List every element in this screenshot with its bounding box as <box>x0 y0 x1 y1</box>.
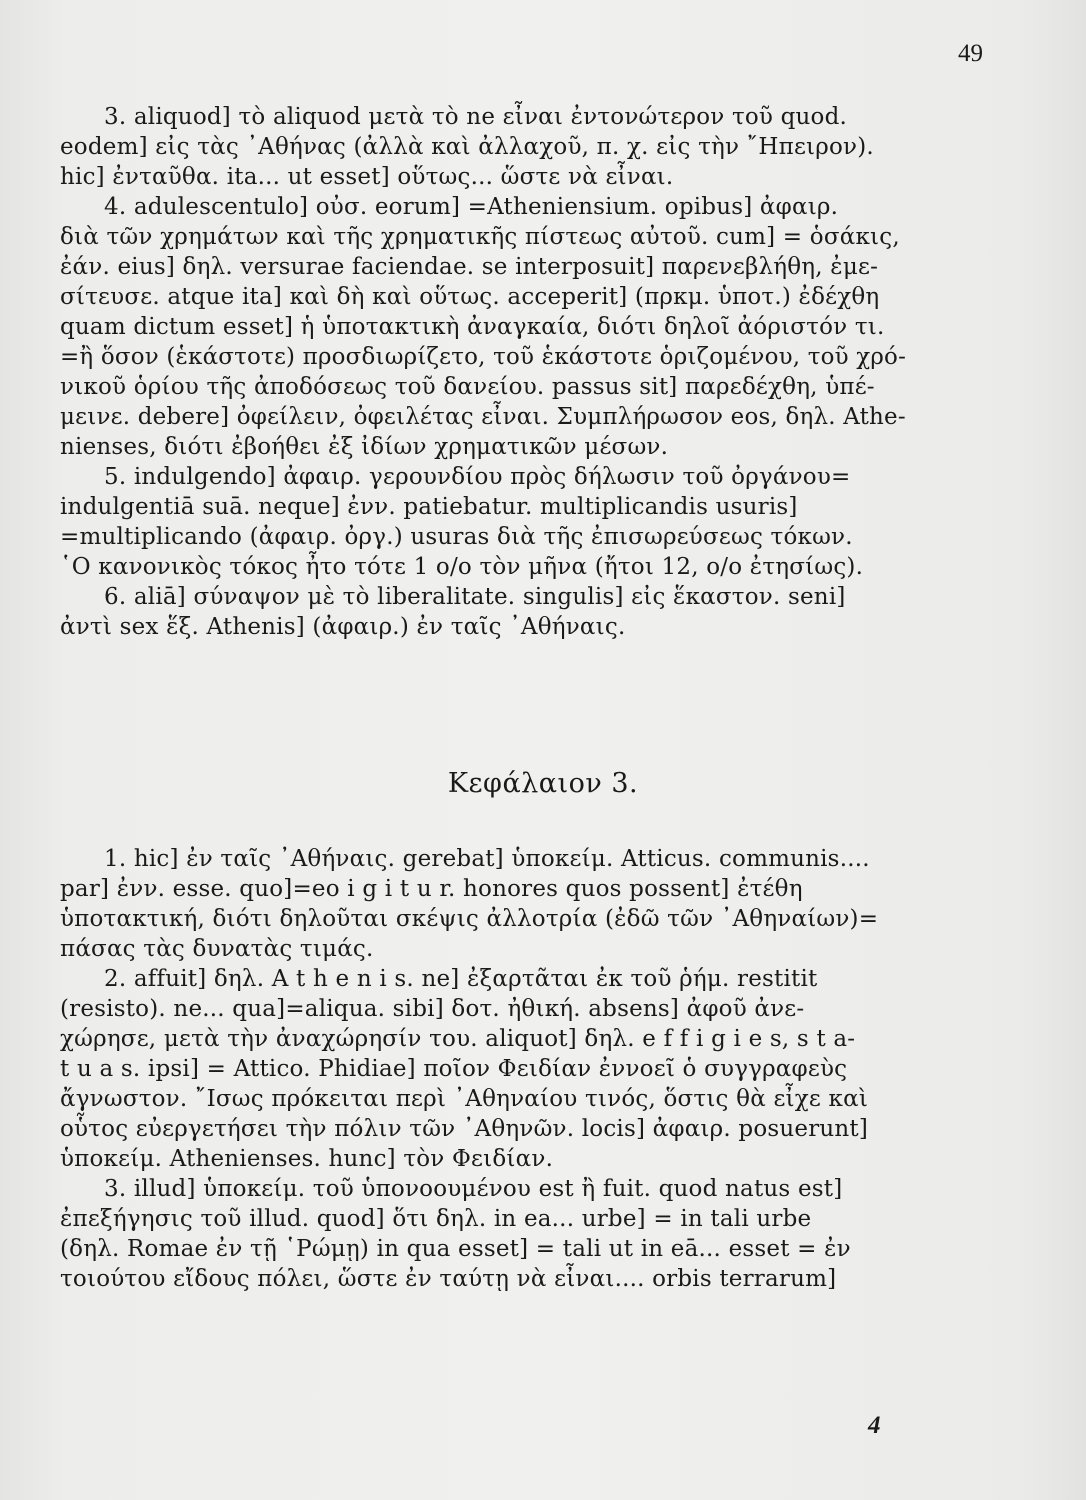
text-line: οὗτος εὐεργετήσει τὴν πόλιν τῶν ᾿Αθηνῶν. locis] ἀφαιρ. posuerunt] <box>60 1116 869 1142</box>
text-line: ἄγνωστον. ῎Ισως πρόκειται περὶ ᾿Αθηναίου τινός, ὅστις θὰ εἶχε καὶ <box>60 1086 869 1112</box>
text-line: σίτευσε. atque ita] καὶ δὴ καὶ οὕτως. acceperit] (πρκμ. ὑποτ.) ἐδέχθη <box>60 284 880 310</box>
note-paragraph-4 <box>60 192 906 462</box>
text-line: ὑποκείμ. Athenienses. hunc] τὸν Φειδίαν. <box>60 1146 554 1172</box>
note-paragraph-3b <box>60 1174 906 1294</box>
commentary-section-2 <box>60 844 906 1294</box>
text-line: 1. hic] ἐν ταῖς ᾿Αθήναις. gerebat] ὑποκείμ. Atticus. communis.... <box>104 846 870 872</box>
text-line: =ἢ ὅσον (ἑκάστοτε) προσδιωρίζετο, τοῦ ἑκάστοτε ὁριζομένου, τοῦ χρό- <box>60 344 907 370</box>
signature-mark: 4 <box>868 1412 881 1439</box>
note-paragraph-6 <box>60 582 906 642</box>
note-paragraph-1 <box>60 844 906 964</box>
text-line: eodem] εἰς τὰς ᾿Αθήνας (ἀλλὰ καὶ ἀλλαχοῦ, π. χ. εἰς τὴν ῎Ηπειρον). <box>60 134 874 160</box>
text-line: quam dictum esset] ἡ ὑποτακτικὴ ἀναγκαία, διότι δηλοῖ ἀόριστόν τι. <box>60 314 885 340</box>
text-line: indulgentiā suā. neque] ἐνν. patiebatur. multiplicandis usuris] <box>60 494 798 520</box>
chapter-heading: Κεφάλαιον 3. <box>447 768 639 799</box>
text-line: par] ἐνν. esse. quo]=eo i g i t u r. honores quos possent] ἐτέθη <box>60 876 803 902</box>
text-line: νικοῦ ὁρίου τῆς ἀποδόσεως τοῦ δανείου. passus sit] παρεδέχθη, ὑπέ- <box>60 374 875 400</box>
text-line: (resisto). ne... qua]=aliqua. sibi] δοτ. ἠθική. absens] ἀφοῦ ἀνε- <box>60 996 805 1022</box>
text-line: 3. illud] ὑποκείμ. τοῦ ὑπονοουμένου est ἢ fuit. quod natus est] <box>104 1176 843 1202</box>
text-line: 6. aliā] σύναψον μὲ τὸ liberalitate. singulis] εἰς ἕκαστον. seni] <box>104 584 846 610</box>
note-paragraph-5 <box>60 462 906 582</box>
text-line: 3. aliquod] τὸ aliquod μετὰ τὸ ne εἶναι ἐντονώτερον τοῦ quod. <box>104 104 848 130</box>
text-line: ἐάν. eius] δηλ. versurae faciendae. se interposuit] παρενεβλήθη, ἐμε- <box>60 254 879 280</box>
text-line: ἀντὶ sex ἕξ. Athenis] (ἀφαιρ.) ἐν ταῖς ᾿Αθήναις. <box>60 614 626 640</box>
text-line: ἐπεξήγησις τοῦ illud. quod] ὅτι δηλ. in ea... urbe] = in tali urbe <box>60 1206 812 1232</box>
text-line: =multiplicando (ἀφαιρ. ὀργ.) usuras διὰ τῆς ἐπισωρεύσεως τόκων. <box>60 524 853 550</box>
text-line: χώρησε, μετὰ τὴν ἀναχώρησίν του. aliquot] δηλ. e f f i g i e s, s t a- <box>60 1026 856 1052</box>
text-line: τοιούτου εἴδους πόλει, ὥστε ἐν ταύτῃ νὰ εἶναι.... orbis terrarum] <box>60 1266 837 1292</box>
text-line: t u a s. ipsi] = Attico. Phidiae] ποῖον Φειδίαν ἐννοεῖ ὁ συγγραφεὺς <box>60 1056 848 1082</box>
note-paragraph-3 <box>60 102 906 192</box>
text-line: hic] ἐνταῦθα. ita... ut esset] οὕτως... ὥστε νὰ εἶναι. <box>60 164 674 190</box>
text-line: 4. adulescentulo] οὐσ. eorum] =Atheniensium. opibus] ἀφαιρ. <box>104 194 839 220</box>
text-line: ῾Ο κανονικὸς τόκος ἦτο τότε 1 ο/ο τὸν μῆνα (ἤτοι 12, ο/ο ἐτησίως). <box>60 554 864 580</box>
text-line: μεινε. debere] ὀφείλειν, ὀφειλέτας εἶναι. Συμπλήρωσον eos, δηλ. Athe- <box>60 404 906 430</box>
note-paragraph-2 <box>60 964 906 1174</box>
page-number: 49 <box>958 40 983 67</box>
text-line: ὑποτακτική, διότι δηλοῦται σκέψις ἀλλοτρία (ἐδῶ τῶν ᾿Αθηναίων)= <box>60 906 879 932</box>
text-line: 5. indulgendo] ἀφαιρ. γερουνδίου πρὸς δήλωσιν τοῦ ὀργάνου= <box>104 464 851 490</box>
text-line: πάσας τὰς δυνατὰς τιμάς. <box>60 936 374 962</box>
text-line: 2. affuit] δηλ. A t h e n i s. ne] ἐξαρτᾶται ἐκ τοῦ ῥήμ. restitit <box>104 966 818 992</box>
text-line: nienses, διότι ἐβοήθει ἐξ ἰδίων χρηματικῶν μέσων. <box>60 434 669 460</box>
text-line: διὰ τῶν χρημάτων καὶ τῆς χρηματικῆς πίστεως αὐτοῦ. cum] = ὁσάκις, <box>60 224 900 250</box>
text-line: (δηλ. Romae ἐν τῇ ῾Ρώμῃ) in qua esset] = tali ut in eā... esset = ἐν <box>60 1236 851 1262</box>
commentary-section-1 <box>60 102 906 642</box>
